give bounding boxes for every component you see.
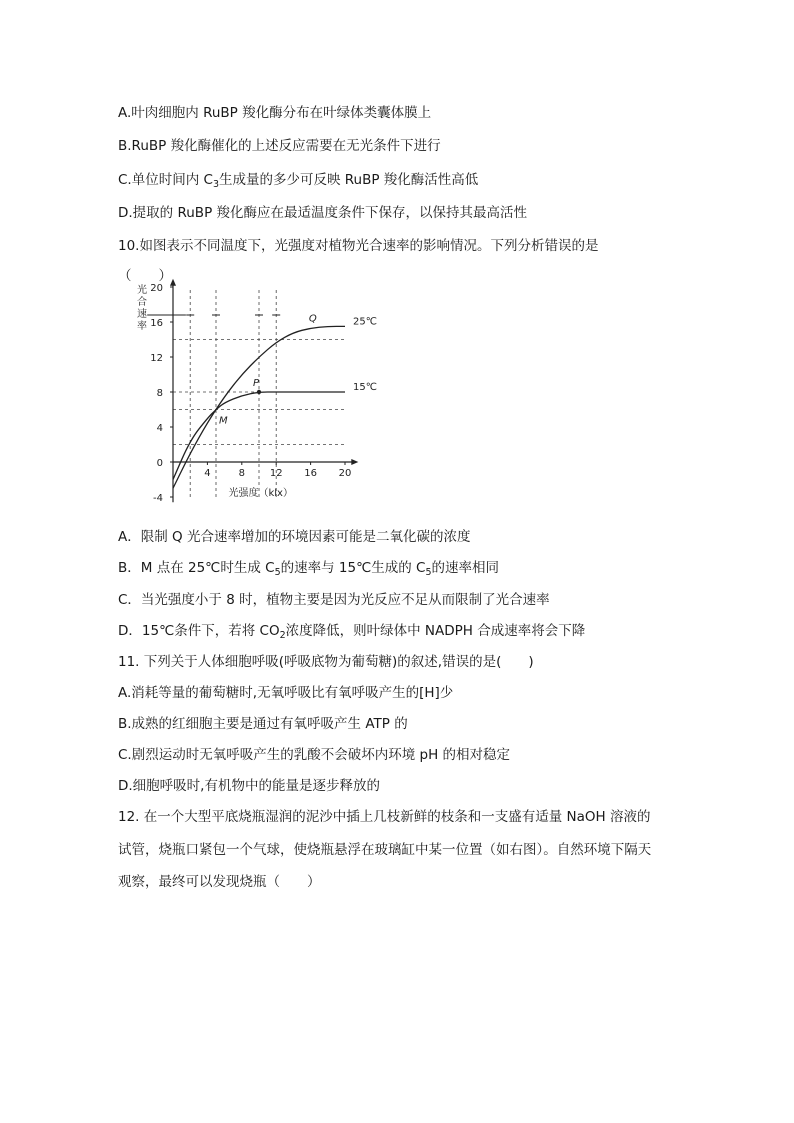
q9-option-c-text: C.单位时间内 C bbox=[118, 172, 213, 188]
q9-option-d: D.提取的 RuBP 羧化酶应在最适温度条件下保存，以保持其最高活性 bbox=[118, 205, 528, 221]
q10-answer-paren: （ ） bbox=[118, 268, 172, 284]
x-tick-label: 20 bbox=[338, 468, 352, 479]
x-tick-label: 12 bbox=[269, 468, 283, 479]
point-label: P bbox=[253, 378, 260, 389]
x-axis-arrow bbox=[351, 459, 358, 465]
point-label: Q bbox=[308, 313, 317, 325]
y-tick-label: 16 bbox=[150, 318, 163, 329]
q10-option-b bbox=[118, 558, 499, 578]
y-axis-title-char: 合 bbox=[137, 297, 148, 309]
q10-option-b-text: B．M 点在 25℃时生成 C bbox=[118, 560, 275, 576]
q10-option-b-sub1: 5 bbox=[274, 567, 281, 578]
q12-stem-line-2: 试管，烧瓶口紧包一个气球，使烧瓶悬浮在玻璃缸中某一位置（如右图）。自然环境下隔天 bbox=[118, 842, 652, 858]
y-axis-title-char: 率 bbox=[137, 321, 148, 333]
series-label: 15℃ bbox=[353, 382, 377, 393]
q10-option-c: C．当光强度小于 8 时，植物主要是因为光反应不足从而限制了光合速率 bbox=[118, 592, 550, 608]
q10-option-a: A．限制 Q 光合速率增加的环境因素可能是二氧化碳的浓度 bbox=[118, 529, 471, 545]
q9-option-b: B.RuBP 羧化酶催化的上述反应需要在无光条件下进行 bbox=[118, 138, 441, 154]
point-label: M bbox=[219, 415, 228, 427]
q9-option-c bbox=[118, 170, 478, 190]
y-tick-label: -4 bbox=[153, 493, 163, 504]
q10-option-b-sub2: 5 bbox=[425, 567, 432, 578]
x-tick-label: 4 bbox=[204, 468, 211, 479]
point-p-dot bbox=[257, 390, 261, 394]
y-tick-label: 0 bbox=[156, 458, 163, 469]
y-axis-title-char: 速 bbox=[137, 309, 148, 321]
q11-option-c: C.剧烈运动时无氧呼吸产生的乳酸不会破坏内环境 pH 的相对稳定 bbox=[118, 747, 511, 763]
x-tick-label: 16 bbox=[304, 468, 317, 479]
x-tick-label: 8 bbox=[238, 468, 245, 479]
q11-option-b: B.成熟的红细胞主要是通过有氧呼吸产生 ATP 的 bbox=[118, 716, 408, 732]
y-axis-title-char: 光 bbox=[137, 285, 148, 297]
q10-option-d-text: D．15℃条件下，若将 CO bbox=[118, 623, 280, 639]
q10-option-d-sub: 2 bbox=[279, 630, 286, 641]
q11-option-d: D.细胞呼吸时,有机物中的能量是逐步释放的 bbox=[118, 778, 380, 794]
q10-option-d bbox=[118, 621, 585, 641]
y-tick-label: 20 bbox=[150, 283, 163, 294]
q10-option-d-text-2: 浓度降低，则叶绿体中 NADPH 合成速率将会下降 bbox=[285, 623, 586, 639]
q11-stem: 11. 下列关于人体细胞呼吸(呼吸底物为葡萄糖)的叙述,错误的是( ) bbox=[118, 654, 534, 670]
q10-option-b-text-2: 的速率与 15℃生成的 C bbox=[280, 560, 426, 576]
q9-option-c-text-2: 生成量的多少可反映 RuBP 羧化酶活性高低 bbox=[218, 172, 479, 188]
q11-option-a: A.消耗等量的葡萄糖时,无氧呼吸比有氧呼吸产生的[H]少 bbox=[118, 685, 454, 701]
series-label: 25℃ bbox=[353, 316, 377, 328]
x-axis-title: 光强度（klx） bbox=[228, 488, 293, 499]
photosynthesis-chart bbox=[128, 283, 388, 505]
q10-option-b-text-3: 的速率相同 bbox=[431, 560, 500, 576]
y-tick-label: 12 bbox=[150, 353, 163, 364]
q10-stem: 10.如图表示不同温度下，光强度对植物光合速率的影响情况。下列分析错误的是 bbox=[118, 238, 599, 254]
q12-stem-line-3: 观察，最终可以发现烧瓶（ ） bbox=[118, 874, 321, 890]
q12-stem-line-1: 12. 在一个大型平底烧瓶湿润的泥沙中插上几枝新鲜的枝条和一支盛有适量 NaOH 溶液的 bbox=[118, 809, 651, 825]
y-tick-label: 4 bbox=[156, 423, 163, 434]
q9-option-c-subscript: 3 bbox=[212, 179, 219, 190]
q9-option-a: A.叶肉细胞内 RuBP 羧化酶分布在叶绿体类囊体膜上 bbox=[118, 105, 432, 121]
y-tick-label: 8 bbox=[156, 388, 163, 399]
